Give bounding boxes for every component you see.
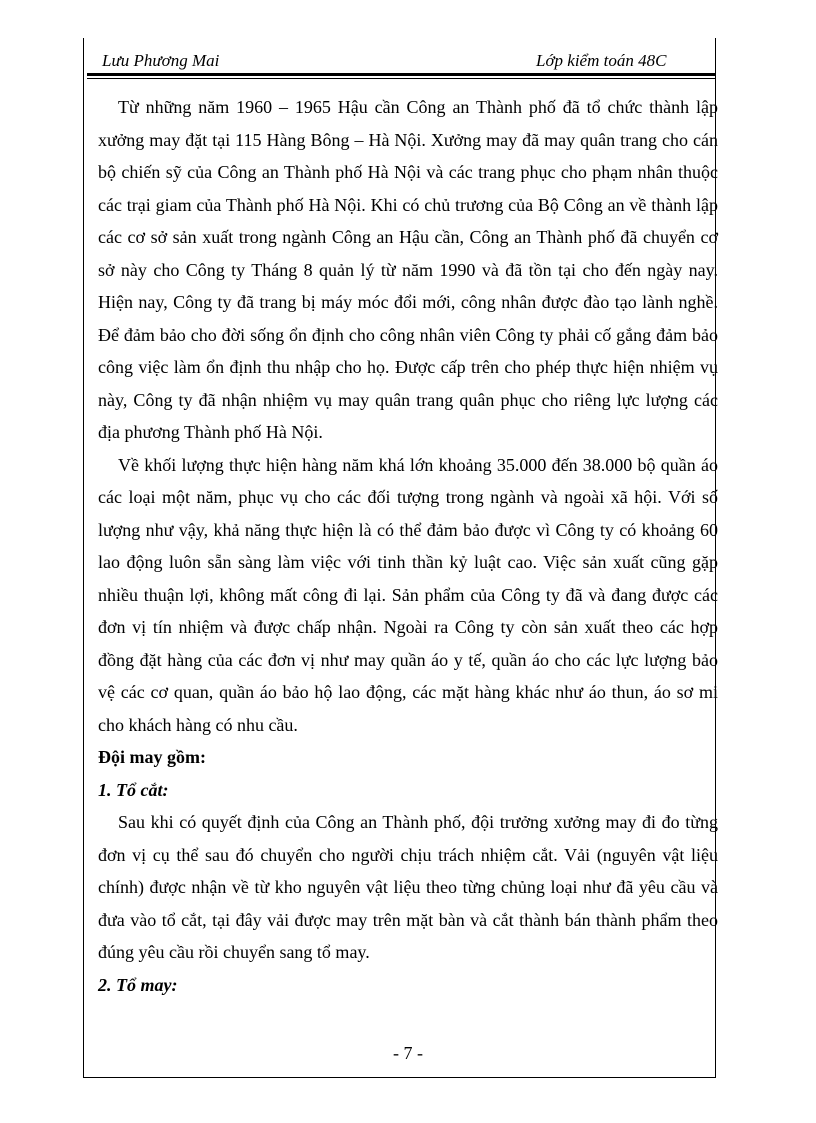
- header-author: Lưu Phương Mai: [102, 51, 220, 70]
- page-number: - 7 -: [393, 1043, 423, 1063]
- subsection-heading: 2. Tổ may:: [98, 974, 178, 995]
- page-header: [88, 45, 716, 75]
- section-heading: Đội may gồm:: [98, 747, 206, 767]
- body-paragraph: Từ những năm 1960 – 1965 Hậu cần Công an Thành phố đã tổ chức thành lập xưởng may đặt tại 115 Hàng Bông – Hà Nội. Xưởng may đã may quân trang cho cán bộ chiến sỹ của Công an Thành phố Hà Nội và các trang phục cho phạm nhân thuộc các trại giam của Thành phố Hà Nội. Khi có chủ trương của Bộ Công an về thành lập các cơ sở sản xuất trong ngành Công an Hậu cần, Công an Thành phố đã chuyển cơ sở này cho Công ty Tháng 8 quản lý từ năm 1990 và đã tồn tại cho đến ngày nay. Hiện nay, Công ty đã trang bị máy móc đổi mới, công nhân được đào tạo lành nghề. Để đảm bảo cho đời sống ổn định cho công nhân viên Công ty phải cố gắng đảm bảo công việc làm ổn định thu nhập cho họ. Được cấp trên cho phép thực hiện nhiệm vụ này, Công ty đã nhận nhiệm vụ may quân trang quân phục cho riêng lực lượng các địa phương Thành phố Hà Nội.: [98, 97, 718, 442]
- header-rule-thick: [87, 73, 715, 76]
- body-paragraph: Sau khi có quyết định của Công an Thành phố, đội trưởng xưởng may đi đo từng đơn vị cụ thể sau đó chuyển cho người chịu trách nhiệm cắt. Vải (nguyên vật liệu chính) được nhận về từ kho nguyên vật liệu theo từng chủng loại như đã yêu cầu và đưa vào tổ cắt, tại đây vải được may trên mặt bàn và cắt thành bán thành phẩm theo đúng yêu cầu rồi chuyển sang tổ may.: [98, 812, 718, 962]
- header-rule-thin: [87, 78, 715, 79]
- body-paragraph: Về khối lượng thực hiện hàng năm khá lớn khoảng 35.000 đến 38.000 bộ quần áo các loại một năm, phục vụ cho các đối tượng trong ngành và ngoài xã hội. Với số lượng như vậy, khả năng thực hiện là có thể đảm bảo được vì Công ty có khoảng 60 lao động luôn sẵn sàng làm việc với tinh thần kỷ luật cao. Việc sản xuất cũng gặp nhiều thuận lợi, không mất công đi lại. Sản phẩm của Công ty đã và đang được các đơn vị tín nhiệm và được chấp nhận. Ngoài ra Công ty còn sản xuất theo các hợp đồng đặt hàng của các đơn vị như may quần áo y tế, quần áo cho các lực lượng bảo vệ các cơ quan, quần áo bảo hộ lao động, các mặt hàng khác như áo thun, áo sơ mi cho khách hàng có nhu cầu.: [98, 454, 718, 735]
- subsection-heading: 1. Tổ cắt:: [98, 779, 169, 800]
- header-class: Lớp kiểm toán 48C: [536, 51, 667, 70]
- page-body: [98, 91, 718, 1001]
